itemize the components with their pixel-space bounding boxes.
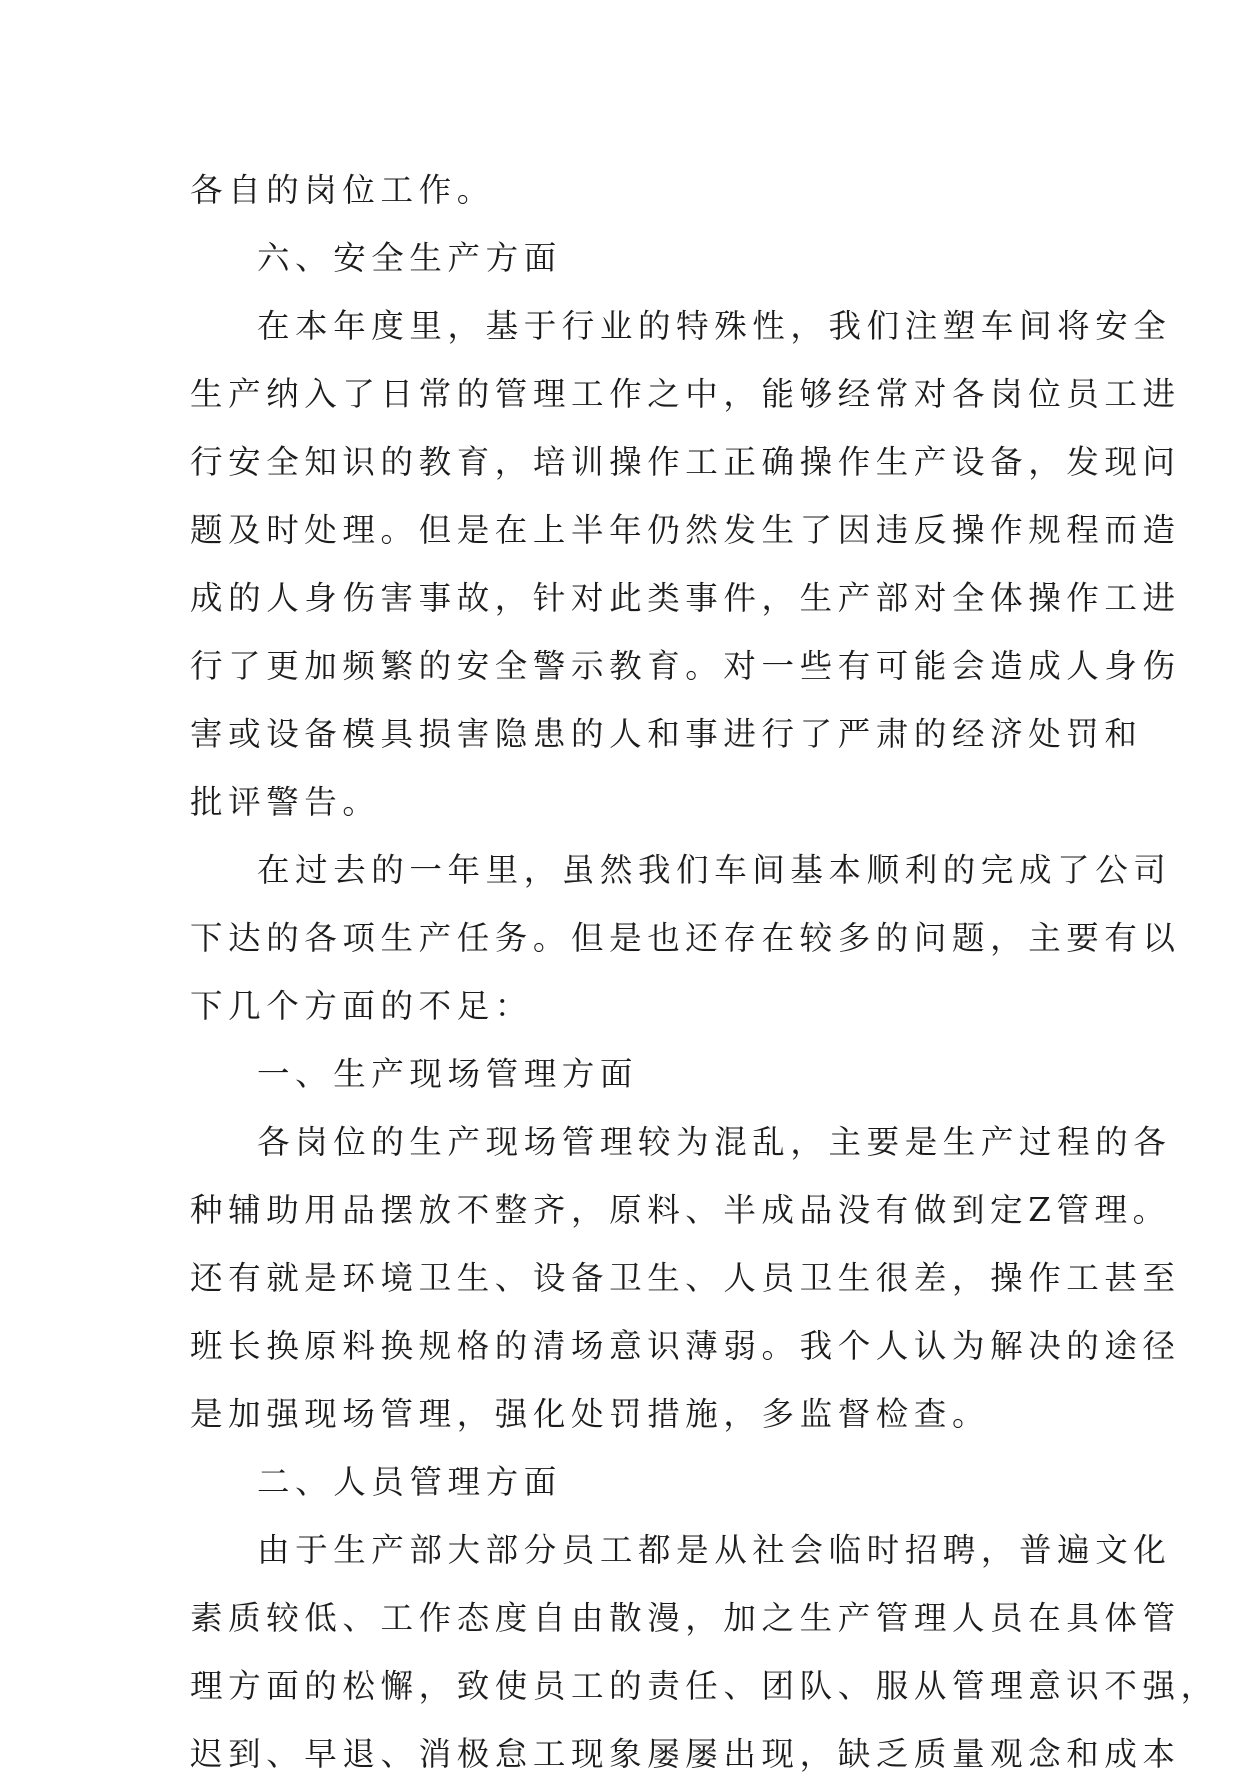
text-line: 批评警告。 bbox=[190, 783, 381, 821]
text-line: 种辅助用品摆放不整齐，原料、半成品没有做到定Z管理。 bbox=[190, 1191, 1171, 1229]
text-line: 素质较低、工作态度自由散漫，加之生产管理人员在具体管 bbox=[190, 1599, 1181, 1637]
text-line: 各岗位的生产现场管理较为混乱，主要是生产过程的各 bbox=[257, 1123, 1172, 1161]
text-line: 班长换原料换规格的清场意识薄弱。我个人认为解决的途径 bbox=[190, 1327, 1181, 1365]
text-line: 题及时处理。但是在上半年仍然发生了因违反操作规程而造 bbox=[190, 511, 1181, 549]
text-line: 行了更加频繁的安全警示教育。对一些有可能会造成人身伤 bbox=[190, 647, 1181, 685]
section-heading: 二、人员管理方面 bbox=[257, 1463, 562, 1501]
text-line: 还有就是环境卫生、设备卫生、人员卫生很差，操作工甚至 bbox=[190, 1259, 1181, 1297]
text-line: 由于生产部大部分员工都是从社会临时招聘，普遍文化 bbox=[257, 1531, 1172, 1569]
text-line: 在本年度里，基于行业的特殊性，我们注塑车间将安全 bbox=[257, 307, 1172, 345]
text-line: 迟到、早退、消极怠工现象屡屡出现，缺乏质量观念和成本 bbox=[190, 1735, 1181, 1773]
text-line: 行安全知识的教育，培训操作工正确操作生产设备，发现问 bbox=[190, 443, 1181, 481]
text-line: 下达的各项生产任务。但是也还存在较多的问题，主要有以 bbox=[190, 919, 1181, 957]
section-heading: 一、生产现场管理方面 bbox=[257, 1055, 639, 1093]
text-line: 理方面的松懈，致使员工的责任、团队、服从管理意识不强， bbox=[190, 1667, 1219, 1705]
section-heading: 六、安全生产方面 bbox=[257, 239, 562, 277]
text-line: 是加强现场管理，强化处罚措施，多监督检查。 bbox=[190, 1395, 991, 1433]
text-line: 各自的岗位工作。 bbox=[190, 171, 495, 209]
text-line: 害或设备模具损害隐患的人和事进行了严肃的经济处罚和 bbox=[190, 715, 1143, 753]
document-body bbox=[190, 156, 1219, 1788]
text-line: 生产纳入了日常的管理工作之中，能够经常对各岗位员工进 bbox=[190, 375, 1181, 413]
text-line: 在过去的一年里，虽然我们车间基本顺利的完成了公司 bbox=[257, 851, 1172, 889]
text-line: 成的人身伤害事故，针对此类事件，生产部对全体操作工进 bbox=[190, 579, 1181, 617]
text-line: 下几个方面的不足： bbox=[190, 987, 533, 1025]
